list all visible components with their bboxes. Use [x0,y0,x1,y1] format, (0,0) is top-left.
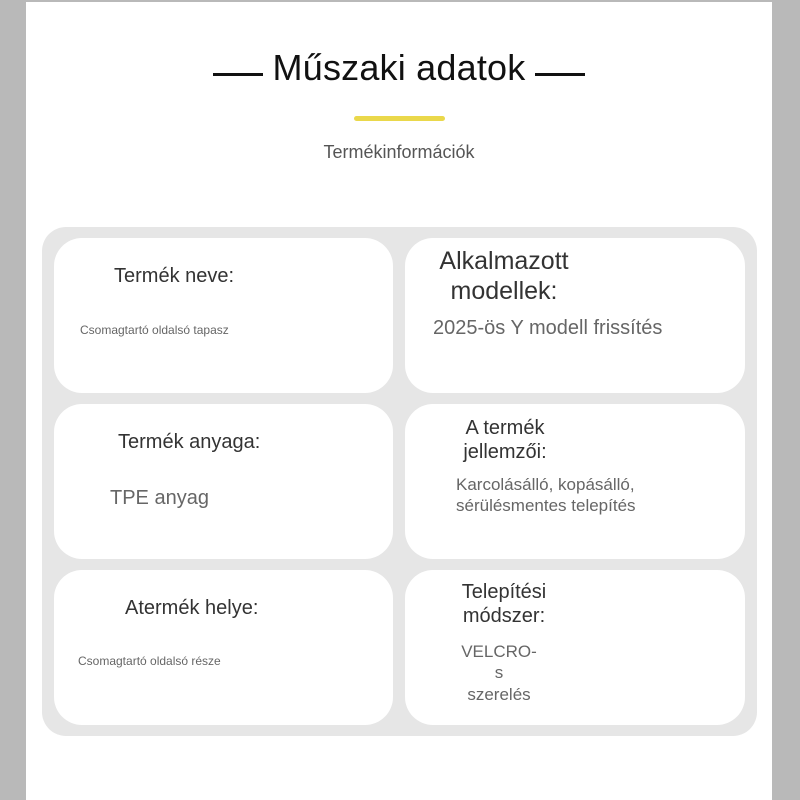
accent-bar [354,116,445,121]
spec-value-product-name: Csomagtartó oldalsó tapasz [80,323,229,337]
page-subtitle: Termékinformációk [323,142,475,162]
spec-label-location: Atermék helye: [125,597,259,619]
spec-card-installation [405,570,745,725]
spec-value-models: 2025-ös Y modell frissítés [433,317,663,339]
specs-panel [42,227,757,736]
spec-label-features: A termék jellemzői: [463,417,547,463]
spec-label-material: Termék anyaga: [118,431,261,453]
spec-value-installation: VELCRO-s szerelés [461,642,537,704]
spec-card-models [405,238,745,393]
spec-label-installation: Telepítési módszer: [461,581,547,627]
spec-card-product-name [54,238,393,393]
spec-value-location: Csomagtartó oldalsó része [78,654,221,668]
spec-label-models: Alkalmazott modellek: [439,247,569,305]
title-row [200,44,598,92]
spec-card-location [54,570,393,725]
spec-value-features: Karcolásálló, kopásálló, sérülésmentes telepítés [456,475,636,516]
spec-card-material [54,404,393,559]
spec-label-product-name: Termék neve: [114,265,235,287]
spec-value-material: TPE anyag [110,487,209,509]
page-title: Műszaki adatok [272,47,526,88]
title-right-line [535,73,585,76]
title-left-line [213,73,263,76]
spec-card-features [405,404,745,559]
